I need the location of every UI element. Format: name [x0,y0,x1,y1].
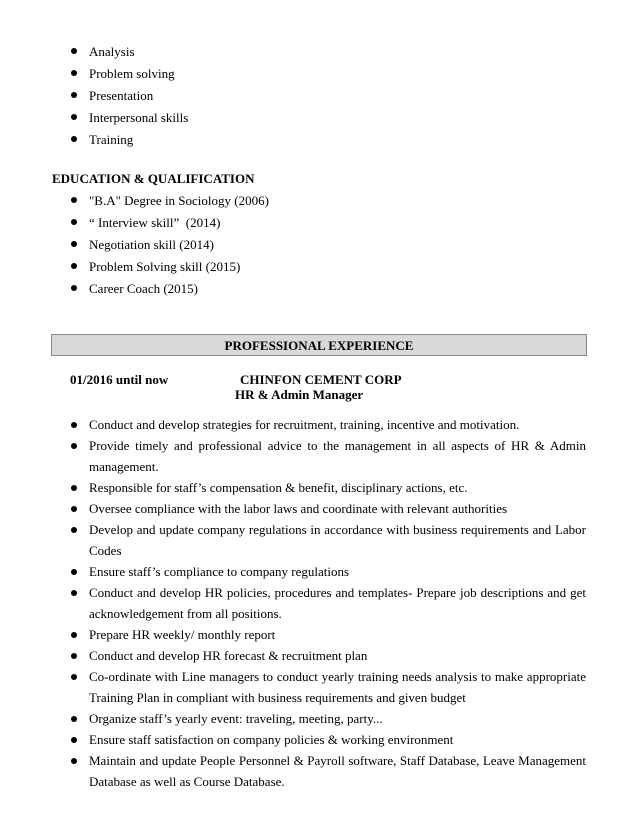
bullet-icon [71,48,77,54]
bullet-icon [71,569,77,575]
bullet-icon [71,263,77,269]
bullet-icon [71,70,77,76]
duty-item: Responsible for staff’s compensation & benefit, disciplinary actions, etc. [70,477,586,498]
bullet-icon [71,443,77,449]
bullet-icon [71,241,77,247]
duty-item: Conduct and develop strategies for recruitment, training, incentive and motivation. [70,414,586,435]
experience-heading-band: PROFESSIONAL EXPERIENCE [51,334,587,356]
bullet-icon [71,506,77,512]
education-heading: EDUCATION & QUALIFICATION [52,171,255,186]
bullet-icon [71,114,77,120]
education-item: "B.A" Degree in Sociology (2006) [70,191,269,213]
bullet-icon [71,422,77,428]
duty-item: Develop and update company regulations in accordance with business requirements and Labor Codes [70,519,586,561]
job-company: CHINFON CEMENT CORP [240,372,402,387]
skill-item: Analysis [70,42,188,64]
skill-item: Presentation [70,86,188,108]
duty-item: Maintain and update People Personnel & Payroll software, Staff Database, Leave Management Database as well as Course Database. [70,750,586,792]
skill-item: Training [70,130,188,152]
bullet-icon [71,632,77,638]
duty-item: Prepare HR weekly/ monthly report [70,624,586,645]
bullet-icon [71,590,77,596]
skill-item: Problem solving [70,64,188,86]
education-list [70,191,269,301]
skill-item: Interpersonal skills [70,108,188,130]
duty-item: Provide timely and professional advice to the management in all aspects of HR & Admin management. [70,435,586,477]
bullet-icon [71,219,77,225]
education-item: Career Coach (2015) [70,279,269,301]
job-title: HR & Admin Manager [235,387,364,402]
duties-list [70,414,586,792]
bullet-icon [71,737,77,743]
bullet-icon [71,758,77,764]
bullet-icon [71,485,77,491]
bullet-icon [71,285,77,291]
bullet-icon [71,136,77,142]
duty-item: Organize staff’s yearly event: traveling, meeting, party... [70,708,586,729]
education-item: “ Interview skill” (2014) [70,213,269,235]
duty-item: Conduct and develop HR policies, procedures and templates- Prepare job descriptions and get acknowledgement from all positions. [70,582,586,624]
skills-list [70,42,188,152]
bullet-icon [71,716,77,722]
duty-item: Oversee compliance with the labor laws and coordinate with relevant authorities [70,498,586,519]
bullet-icon [71,527,77,533]
duty-item: Ensure staff satisfaction on company policies & working environment [70,729,586,750]
duty-item: Ensure staff’s compliance to company regulations [70,561,586,582]
bullet-icon [71,197,77,203]
education-item: Negotiation skill (2014) [70,235,269,257]
education-item: Problem Solving skill (2015) [70,257,269,279]
job-date: 01/2016 until now [70,372,169,387]
bullet-icon [71,92,77,98]
duty-item: Conduct and develop HR forecast & recruitment plan [70,645,586,666]
bullet-icon [71,653,77,659]
duty-item: Co-ordinate with Line managers to conduct yearly training needs analysis to make appropriate Training Plan in compliant with business requirements and given budget [70,666,586,708]
bullet-icon [71,674,77,680]
